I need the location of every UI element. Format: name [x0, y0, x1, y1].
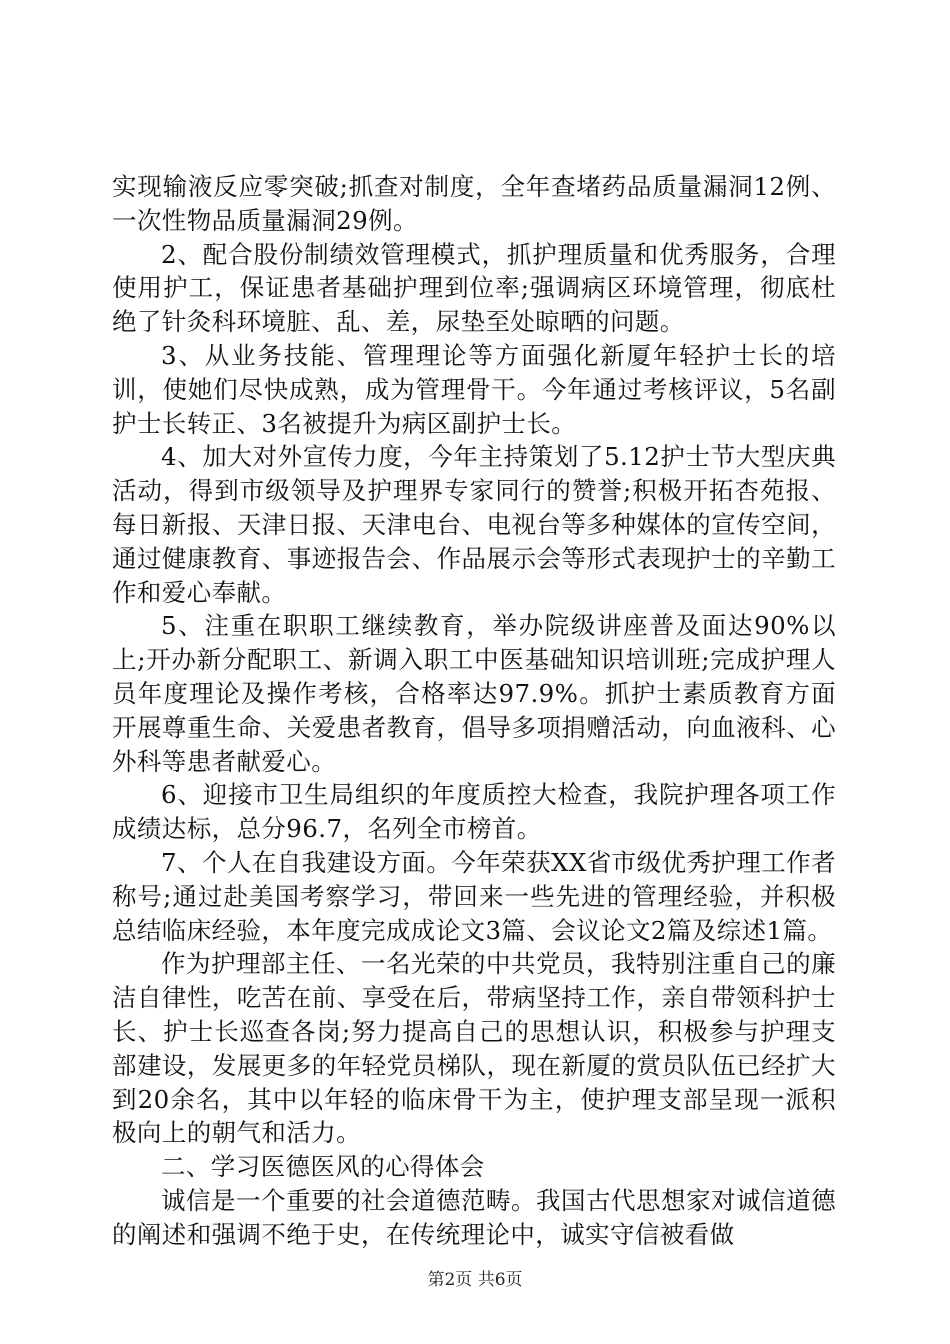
paragraph-item-6: 6、迎接市卫生局组织的年度质控大检查，我院护理各项工作成绩达标，总分96.7，名列全市榜首。: [112, 780, 836, 844]
paragraph-item-5: 5、注重在职职工继续教育，举办院级讲座普及面达90%以上;开办新分配职工、新调入职工中医基础知识培训班;完成护理人员年度理论及操作考核，合格率达97.9%。抓护士素质教育方面开展尊重生命、关爱患者教育，倡导多项捐赠活动，向血液科、心外科等患者献爱心。: [112, 611, 836, 776]
document-body: [112, 170, 836, 1252]
page-number-footer: 第2页 共6页: [427, 1270, 523, 1290]
paragraph-item-7: 7、个人在自我建设方面。今年荣获XX省市级优秀护理工作者称号;通过赴美国考察学习，带回来一些先进的管理经验，并积极总结临床经验，本年度完成成论文3篇、会议论文2篇及综述1篇。: [112, 847, 836, 945]
section-heading: 二、学习医德医风的心得体会: [161, 1152, 485, 1182]
paragraph-item-3: 3、从业务技能、管理理论等方面强化新厦年轻护士长的培训，使她们尽快成熟，成为管理骨干。今年通过考核评议，5名副护士长转正、3名被提升为病区副护士长。: [112, 340, 836, 438]
paragraph-party-member: 作为护理部主任、一名光荣的中共党员，我特别注重自己的廉洁自律性，吃苦在前、享受在后，带病坚持工作，亲自带领科护士长、护士长巡查各岗;努力提高自己的思想认识，积极参与护理支部建设，发展更多的年轻党员梯队，现在新厦的赏员队伍已经扩大到20余名，其中以年轻的临床骨干为主，使护理支部呈现一派积极向上的朝气和活力。: [112, 949, 836, 1148]
paragraph-item-4: 4、加大对外宣传力度，今年主持策划了5.12护士节大型庆典活动，得到市级领导及护理界专家同行的赞誉;积极开拓杏苑报、每日新报、天津日报、天津电台、电视台等多种媒体的宣传空间，通过健康教育、事迹报告会、作品展示会等形式表现护士的辛勤工作和爱心奉献。: [112, 442, 836, 607]
paragraph-item-2: 2、配合股份制绩效管理模式，抓护理质量和优秀服务，合理使用护工，保证患者基础护理到位率;强调病区环境管理，彻底杜绝了针灸科环境脏、乱、差，尿垫至处晾晒的问题。: [112, 239, 836, 337]
paragraph-integrity: 诚信是一个重要的社会道德范畴。我国古代思想家对诚信道德的阐述和强调不绝于史，在传统理论中，诚实守信被看做: [112, 1185, 836, 1249]
paragraph-continuation: 实现输液反应零突破;抓查对制度，全年查堵药品质量漏洞12例、一次性物品质量漏洞29例。: [112, 172, 836, 235]
